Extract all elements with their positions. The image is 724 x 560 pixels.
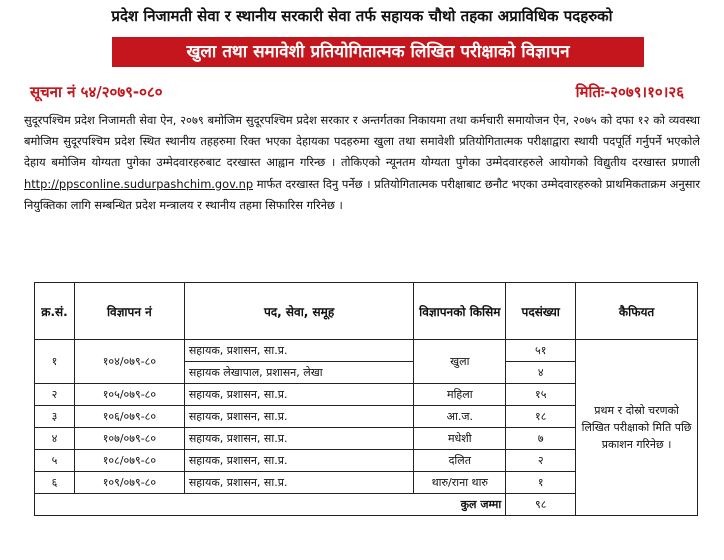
- cell-ad-type: महिला: [414, 384, 506, 406]
- cell-seats: ४: [506, 362, 576, 384]
- cell-seats: ७: [506, 428, 576, 450]
- cell-ad-no: १०४/०७९-८०: [74, 340, 184, 384]
- paragraph-start: सुदूरपश्चिम प्रदेश निजामती सेवा ऐन, २०७९ बमोजिम सुदूरपश्चिम प्रदेश सरकार र अन्तर्गतका निकायमा तथा कर्मचारी समायोजन ऐन, २०७५ को दफा १२ को व्यवस्था बमोजिम सुदूरपश्चिम प्रदेश स्थित स्थानीय तहहरुमा रिक्त भएका देहायका पदहरुमा खुला तथा समावेशी प्रतियोगितात्मक परीक्षाद्वारा स्थायी पदपूर्ति गर्नुपर्ने भएकोले देहाय बमोजिम योग्यता पुगेका उम्मेदवारहरुबाट दरखास्त आह्वान गरिन्छ । तोकिएको न्यूनतम योग्यता पुगेका उम्मेदवारहरुले आयोगको विद्युतीय दरखास्त प्रणाली: [24, 113, 700, 170]
- cell-post: सहायक, प्रशासन, सा.प्र.: [184, 472, 414, 494]
- header-post: पद, सेवा, समूह: [184, 283, 414, 340]
- cell-ad-type: मधेशी: [414, 428, 506, 450]
- cell-post: सहायक, प्रशासन, सा.प्र.: [184, 428, 414, 450]
- vacancy-table: [34, 282, 698, 516]
- cell-remarks: प्रथम र दोस्रो चरणको लिखित परीक्षाको मिति पछि प्रकाशन गरिनेछ ।: [576, 340, 698, 516]
- cell-seats: १: [506, 472, 576, 494]
- cell-seats: २: [506, 450, 576, 472]
- cell-post: सहायक, प्रशासन, सा.प्र.: [184, 384, 414, 406]
- header-ad-no: विज्ञापन नं: [74, 283, 184, 340]
- cell-sn: २: [35, 384, 75, 406]
- cell-post: सहायक, प्रशासन, सा.प्र.: [184, 406, 414, 428]
- cell-ad-type: थारु/राना थारु: [414, 472, 506, 494]
- header-seats: पदसंख्या: [506, 283, 576, 340]
- total-value: ९८: [506, 494, 576, 516]
- header-sn: क्र.सं.: [35, 283, 75, 340]
- table-row: [35, 340, 698, 362]
- cell-sn: ४: [35, 428, 75, 450]
- cell-sn: १: [35, 340, 75, 384]
- cell-ad-no: १०८/०७९-८०: [74, 450, 184, 472]
- cell-post: सहायक लेखापाल, प्रशासन, लेखा: [184, 362, 414, 384]
- cell-post: सहायक, प्रशासन, सा.प्र.: [184, 450, 414, 472]
- cell-ad-type: खुला: [414, 340, 506, 384]
- cell-sn: ३: [35, 406, 75, 428]
- cell-post: सहायक, प्रशासन, सा.प्र.: [184, 340, 414, 362]
- header-ad-type: विज्ञापनको किसिम: [414, 283, 506, 340]
- cell-seats: १५: [506, 384, 576, 406]
- cell-sn: ६: [35, 472, 75, 494]
- paragraph-end: मार्फत दरखास्त दिनु पर्नेछ । प्रतियोगितात्मक परीक्षाबाट छनौट भएका उम्मेदवारहरुको प्राथमिकताक्रम अनुसार नियुक्तिका लागि सम्बन्धित प्रदेश मन्त्रालय र स्थानीय तहमा सिफारिस गरिनेछ ।: [24, 176, 701, 212]
- cell-sn: ५: [35, 450, 75, 472]
- cell-ad-type: आ.ज.: [414, 406, 506, 428]
- cell-ad-type: दलित: [414, 450, 506, 472]
- notice-date: मितिः-२०७९।१०।२६: [575, 83, 684, 101]
- table-header-row: [35, 283, 698, 340]
- cell-seats: ५१: [506, 340, 576, 362]
- header-remarks: कैफियत: [576, 283, 698, 340]
- cell-ad-no: १०६/०७९-८०: [74, 406, 184, 428]
- notice-number: सूचना नं ५४/२०७९-०८०: [30, 83, 163, 101]
- notice-title: प्रदेश निजामती सेवा र स्थानीय सरकारी सेवा तर्फ सहायक चौथो तहका अप्राविधिक पदहरुको: [111, 7, 613, 25]
- cell-seats: १८: [506, 406, 576, 428]
- total-label: कुल जम्मा: [35, 494, 506, 516]
- advertisement-banner: खुला तथा समावेशी प्रतियोगितात्मक लिखित परीक्षाको विज्ञापन: [112, 37, 644, 67]
- application-url-link[interactable]: http://ppsconline.sudurpashchim.gov.np: [24, 176, 254, 191]
- cell-ad-no: १०५/०७९-८०: [74, 384, 184, 406]
- cell-ad-no: १०९/०७९-८०: [74, 472, 184, 494]
- cell-ad-no: १०७/०७९-८०: [74, 428, 184, 450]
- notice-paragraph: [24, 110, 700, 216]
